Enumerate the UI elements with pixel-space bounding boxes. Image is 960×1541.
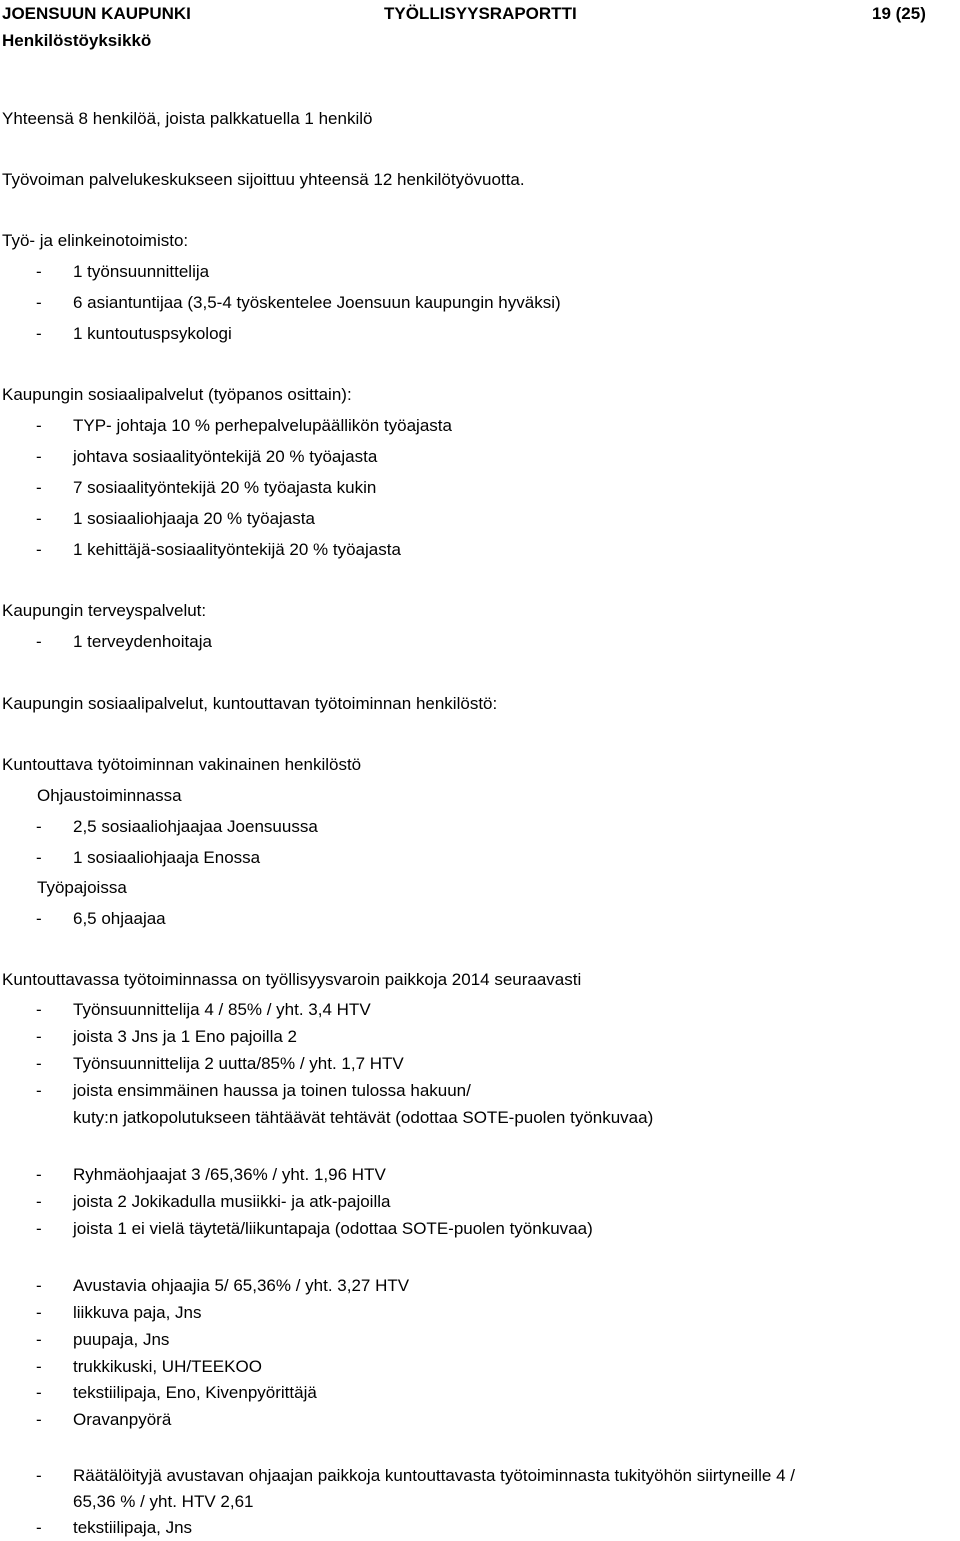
rehab-staff-heading: Kaupungin sosiaalipalvelut, kuntouttavan työtoiminnan henkilöstö: [2, 694, 498, 713]
list-bullet: - [36, 293, 42, 312]
list-item: 7 sosiaalityöntekijä 20 % työajasta kukin [73, 478, 377, 497]
health-heading: Kaupungin terveyspalvelut: [2, 601, 207, 620]
list-bullet: - [36, 632, 42, 651]
list-item: 1 kehittäjä-sosiaalityöntekijä 20 % työajasta [73, 540, 401, 559]
positions-heading: Kuntouttavassa työtoiminnassa on työllisyysvaroin paikkoja 2014 seuraavasti [2, 970, 582, 989]
list-item: joista 2 Jokikadulla musiikki- ja atk-pajoilla [73, 1192, 391, 1211]
list-item: 2,5 sosiaaliohjaajaa Joensuussa [73, 817, 318, 836]
list-bullet: - [36, 324, 42, 343]
list-bullet: - [36, 447, 42, 466]
list-item: 6,5 ohjaajaa [73, 909, 166, 928]
list-bullet: - [36, 478, 42, 497]
list-item: 1 terveydenhoitaja [73, 632, 212, 651]
intro-placement: Työvoiman palvelukeskukseen sijoittuu yhteensä 12 henkilötyövuotta. [2, 170, 525, 189]
list-item: johtava sosiaalityöntekijä 20 % työajasta [73, 447, 378, 466]
header-unit: Henkilöstöyksikkö [2, 31, 152, 50]
list-bullet: - [36, 1027, 42, 1046]
list-item: 1 kuntoutuspsykologi [73, 324, 232, 343]
list-bullet: - [36, 817, 42, 836]
guidance-label: Ohjaustoiminnassa [37, 786, 182, 805]
list-bullet: - [36, 1330, 42, 1349]
list-item: 1 sosiaaliohjaaja Enossa [73, 848, 261, 867]
te-office-heading: Työ- ja elinkeinotoimisto: [2, 231, 189, 250]
list-bullet: - [36, 416, 42, 435]
workshop-label: Työpajoissa [37, 878, 127, 897]
list-item: Räätälöityjä avustavan ohjaajan paikkoja kuntouttavasta työtoiminnasta tukityöhön siirtyneille 4 / [73, 1466, 795, 1485]
list-bullet: - [36, 1410, 42, 1429]
list-item-continuation: kuty:n jatkopolutukseen tähtäävät tehtävät (odottaa SOTE-puolen työnkuvaa) [73, 1108, 654, 1127]
list-item: Avustavia ohjaajia 5/ 65,36% / yht. 3,27 HTV [73, 1276, 410, 1295]
list-item: tekstiilipaja, Eno, Kivenpyörittäjä [73, 1383, 317, 1402]
intro-total: Yhteensä 8 henkilöä, joista palkkatuella 1 henkilö [2, 109, 373, 128]
header-report-title: TYÖLLISYYSRAPORTTI [384, 4, 577, 23]
list-item: liikkuva paja, Jns [73, 1303, 202, 1322]
list-bullet: - [36, 1000, 42, 1019]
list-item: tekstiilipaja, Jns [73, 1518, 193, 1537]
list-bullet: - [36, 1219, 42, 1238]
list-item: joista ensimmäinen haussa ja toinen tulossa hakuun/ [73, 1081, 471, 1100]
list-bullet: - [36, 1192, 42, 1211]
list-bullet: - [36, 1466, 42, 1485]
list-item: Oravanpyörä [73, 1410, 172, 1429]
list-item: 6 asiantuntijaa (3,5-4 työskentelee Joensuun kaupungin hyväksi) [73, 293, 561, 312]
list-item: joista 1 ei vielä täytetä/liikuntapaja (odottaa SOTE-puolen työnkuvaa) [73, 1219, 593, 1238]
list-item-continuation: 65,36 % / yht. HTV 2,61 [73, 1492, 254, 1511]
list-bullet: - [36, 1383, 42, 1402]
list-item: joista 3 Jns ja 1 Eno pajoilla 2 [73, 1027, 297, 1046]
list-item: 1 työnsuunnittelija [73, 262, 210, 281]
list-bullet: - [36, 1276, 42, 1295]
list-bullet: - [36, 1303, 42, 1322]
list-bullet: - [36, 1054, 42, 1073]
social-heading: Kaupungin sosiaalipalvelut (työpanos osittain): [2, 385, 352, 404]
list-item: Työnsuunnittelija 2 uutta/85% / yht. 1,7 HTV [73, 1054, 404, 1073]
list-item: 1 sosiaaliohjaaja 20 % työajasta [73, 509, 315, 528]
list-item: Työnsuunnittelija 4 / 85% / yht. 3,4 HTV [73, 1000, 371, 1019]
list-bullet: - [36, 540, 42, 559]
list-item: puupaja, Jns [73, 1330, 170, 1349]
permanent-staff-heading: Kuntouttava työtoiminnan vakinainen henkilöstö [2, 755, 362, 774]
header-page-number: 19 (25) [872, 4, 926, 23]
list-bullet: - [36, 1165, 42, 1184]
list-bullet: - [36, 1081, 42, 1100]
list-bullet: - [36, 1357, 42, 1376]
list-bullet: - [36, 262, 42, 281]
list-bullet: - [36, 509, 42, 528]
list-item: Ryhmäohjaajat 3 /65,36% / yht. 1,96 HTV [73, 1165, 386, 1184]
list-bullet: - [36, 848, 42, 867]
list-item: TYP- johtaja 10 % perhepalvelupäällikön työajasta [73, 416, 452, 435]
list-bullet: - [36, 1518, 42, 1537]
list-item: trukkikuski, UH/TEEKOO [73, 1357, 262, 1376]
header-org: JOENSUUN KAUPUNKI [2, 4, 191, 23]
list-bullet: - [36, 909, 42, 928]
